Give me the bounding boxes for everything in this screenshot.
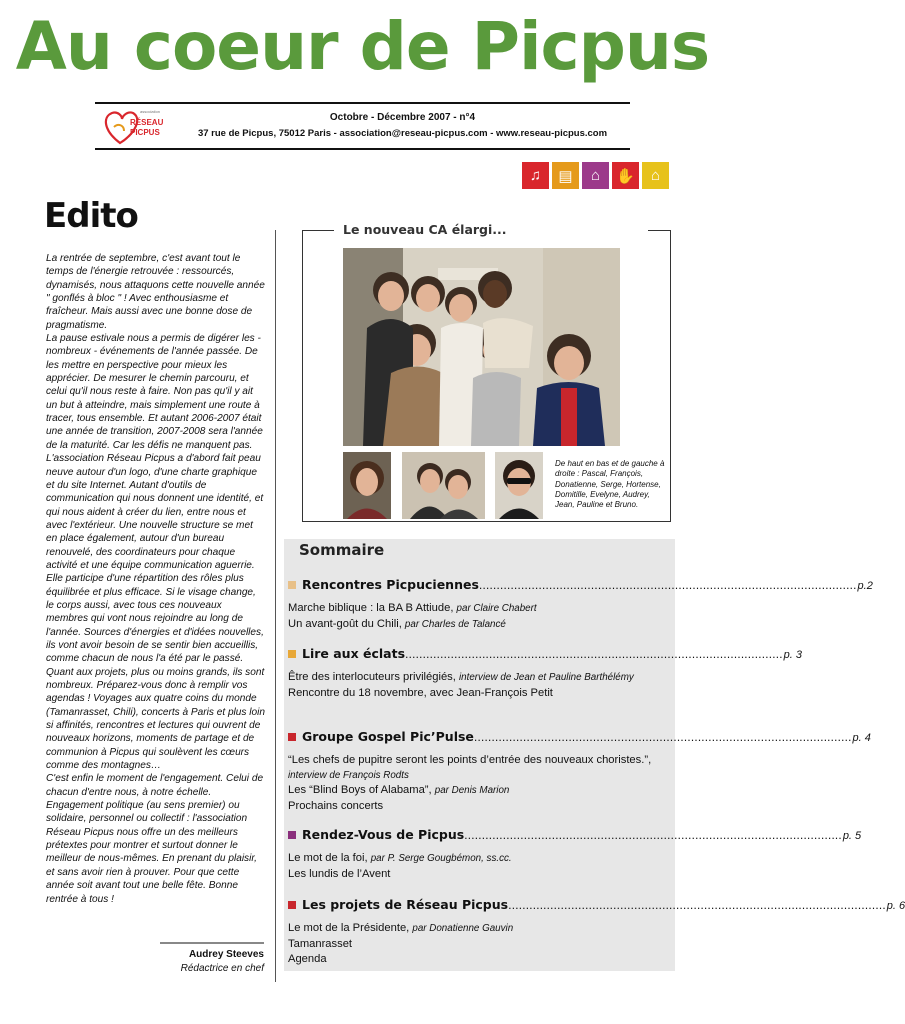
toc-entry: Le mot de la foi, par P. Serge Gougbémon, ss.cc. — [288, 852, 512, 864]
edito-paragraph: Quant aux projets, plus ou moins grands, ils sont nombreux. Préparez-vous donc à remplir vos agendas ! Voyages aux quatre coins du monde (Tamanrasset, Chili), concerts à Paris et plus loin si affinités, rencontres et lectures qui ouvrent de nouveaux horizons, moments de partage et de communion à Picpus qui soulèvent les cœurs comme des montagnes… — [46, 666, 265, 772]
toc-page-number: p.2 — [857, 580, 873, 592]
signature-name: Audrey Steeves — [188, 949, 264, 960]
toc-section-projets[interactable] — [288, 897, 905, 968]
leader-dots: ............................................................................................................ — [478, 579, 857, 592]
signature-rule — [160, 942, 264, 944]
bullet-square — [288, 901, 296, 909]
leader-dots: ............................................................................................................ — [464, 829, 842, 842]
house-icon: ⌂ — [642, 162, 669, 189]
edito-paragraph: C'est enfin le moment de l'engagement. Celui de chacun d'entre nous, à notre échelle. Engagement politique (au sens premier) ou solidaire, personnel ou collectif : l'association Réseau Picpus nous offre un des meilleurs prétextes pour montrer et surtout donner le meilleur de nous-mêmes. En prenant du plaisir, et sans avoir rien à prouver. Pour que cette année soit avant tout une belle fête. Bonne rentrée à tous ! — [46, 773, 264, 905]
masthead-title: Au coeur de Picpus — [15, 8, 710, 85]
toc-entry: Le mot de la Présidente, par Donatienne Gauvin — [288, 922, 514, 934]
edito-paragraph: L'association Réseau Picpus a d'abord fait peau neuve autour d'un logo, d'une charte graphique et du site Internet. Autant d'outils de communication qui nous donnent une identité, et qui nous aident à créer du lien, entre nous et avec l'extérieur. Une nouvelle structure se met en place également, autour d'un bureau renouvelé, des coordinateurs pour chaque activité et une équipe communication aguerrie. Elle participe d'une répartition des rôles plus équilibrée et plus efficace. Si le visage change, le corps aussi, avec tous ces nouveaux membres qui vont nous rejoindre au long de l'année. Sources d'énergies et d'idées nouvelles, ils vont avoir besoin de se sentir bien accueillis, comme chacun de nous l'a été par le passé. — [46, 453, 264, 665]
toc-entry: Agenda — [288, 953, 327, 966]
group-photo — [343, 248, 620, 446]
toc-entry: Les “Blind Boys of Alabama”, par Denis Marion — [288, 784, 510, 797]
hands-icon: ✋ — [612, 162, 639, 189]
toc-section-label: Rencontres Picpuciennes — [302, 577, 479, 592]
logo-text-picpus: PICPUS — [130, 128, 160, 137]
toc-section-rendez-vous[interactable] — [288, 827, 862, 882]
issue-line: Octobre - Décembre 2007 - n°4 — [329, 112, 476, 123]
leader-dots: ............................................................................................................ — [508, 899, 886, 912]
book-icon: ▤ — [552, 162, 579, 189]
toc-section-lire-aux-eclats[interactable] — [288, 646, 803, 701]
photo-frame-top-right — [648, 230, 671, 231]
bullet-square — [288, 581, 296, 589]
toc-section-label: Les projets de Réseau Picpus — [302, 897, 509, 912]
edito-paragraph: La pause estivale nous a permis de digérer les - nombreux - événements de l'année passée. De les mettre en perspective pour mieux les apprécier. De mesurer le chemin parcouru, et celui qu'il nous reste à faire. Non pas qu'il y ait un but à atteindre, mais simplement une route à tracer, tous ensemble. Et autant 2006-2007 était une année de transition, 2007-2008 sera l'année de la maturité. Car les défis ne manquent pas. — [46, 333, 263, 451]
signature-role: Rédactrice en chef — [180, 963, 264, 974]
sommaire-title: Sommaire — [299, 541, 385, 559]
header-rule-bottom — [95, 148, 630, 150]
toc-entry: Prochains concerts — [288, 799, 384, 812]
toc-entry: Les lundis de l’Avent — [288, 867, 391, 880]
reseau-picpus-logo — [100, 103, 172, 149]
edito-paragraph: La rentrée de septembre, c'est avant tout le temps de l'énergie retrouvée : ressourcés, dynamisés, nous attaquons cette nouvelle année " gonflés à bloc " ! Avec enthousiasme et fraîcheur. Mais aussi avec une bonne dose de pragmatisme. — [46, 253, 265, 331]
column-divider — [275, 230, 276, 982]
toc-entry: Rencontre du 18 novembre, avec Jean-François Petit — [288, 686, 553, 699]
bullet-square — [288, 650, 296, 658]
toc-entry: “Les chefs de pupitre seront les points d’entrée des nouveaux choristes.”, interview de François Rodts — [288, 754, 652, 781]
portrait-thumbnail-3 — [495, 452, 543, 519]
toc-entry: Tamanrasset — [288, 937, 353, 950]
toc-entry: Être des interlocuteurs privilégiés, interview de Jean et Pauline Barthélémy — [288, 671, 634, 683]
toc-section-label: Rendez-Vous de Picpus — [302, 827, 465, 842]
edito-body — [46, 252, 266, 906]
edito-title: Edito — [44, 196, 138, 236]
toc-entry: Un avant-goût du Chili, par Charles de Talancé — [288, 617, 506, 630]
photo-frame-top-left — [302, 230, 334, 231]
toc-section-label: Lire aux éclats — [302, 646, 406, 661]
music-icon: ♫ — [522, 162, 549, 189]
leader-dots: ............................................................................................................ — [473, 731, 852, 744]
toc-section-label: Groupe Gospel Pic’Pulse — [302, 729, 474, 744]
toc-page-number: p. 4 — [852, 732, 871, 744]
leader-dots: ............................................................................................................ — [405, 648, 783, 661]
toc-page-number: p. 5 — [842, 830, 862, 842]
toc-section-rencontres[interactable] — [288, 577, 873, 632]
activity-icons — [522, 162, 669, 189]
toc-entry: Marche biblique : la BA B Attiude, par Claire Chabert — [288, 602, 537, 614]
bullet-square — [288, 733, 296, 741]
portrait-thumbnail-1 — [343, 452, 391, 519]
bullet-square — [288, 831, 296, 839]
portrait-thumbnail-2 — [402, 452, 485, 519]
photo-heading: Le nouveau CA élargi... — [343, 222, 507, 237]
address-line: 37 rue de Picpus, 75012 Paris - association@reseau-picpus.com - www.reseau-picpus.com — [197, 128, 608, 139]
church-icon: ⌂ — [582, 162, 609, 189]
header-rule-top — [95, 102, 630, 104]
logo-text-reseau: RÉSEAU — [130, 118, 164, 127]
toc-page-number: p. 6 — [886, 900, 905, 912]
toc-section-gospel[interactable] — [288, 729, 871, 814]
toc-page-number: p. 3 — [783, 649, 803, 661]
logo-text-top: association — [140, 109, 161, 114]
photo-caption: De haut en bas et de gauche à droite : Pascal, François, Donatienne, Serge, Hortense, Domitille, Evelyne, Audrey, Jean, Pauline et Bruno. — [555, 459, 665, 510]
